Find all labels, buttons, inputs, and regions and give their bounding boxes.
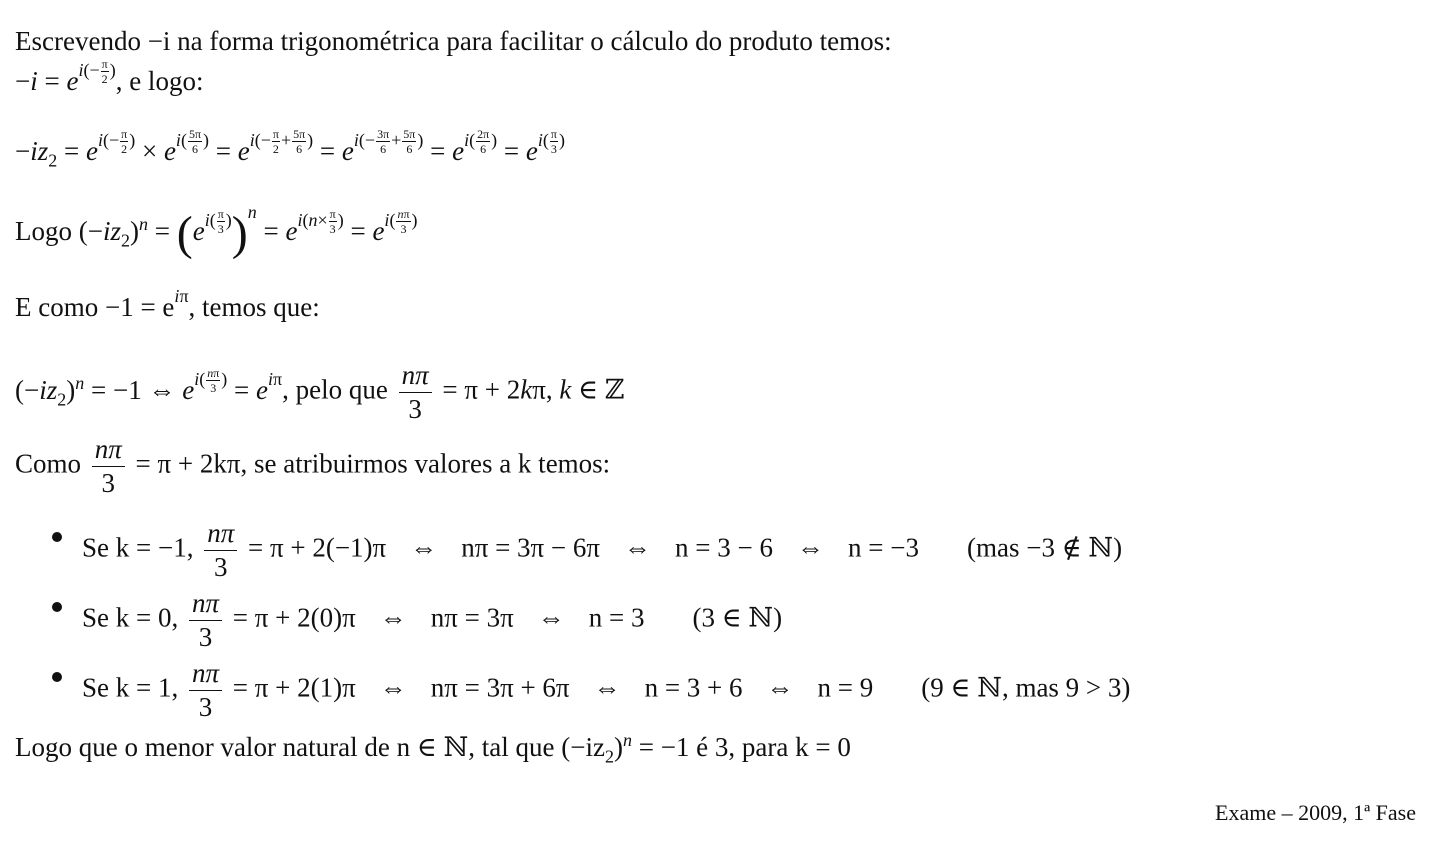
case-k-1: Se k = 1, $\frac{n\pi}{3}$ = π + 2(1)π ⇔ nπ = 3π + 6π ⇔ n = 3 + 6 ⇔ n = 9 (9 ∈ ℕ, mas 9 > 3) [82,658,1131,722]
line-text: = −1 é 3, para k = 0 [631,732,851,762]
math-expression: $(-iz_2)^n = -1$ ⇔ $e^{i( \frac{n\pi}{3} )} = e^{i\pi}$ [15,366,283,410]
line-text: , e logo: [115,66,204,96]
case-step: n = 3 [588,602,645,633]
fraction: $\frac{n\pi}{3}$ [399,362,432,423]
minus-one-line [15,286,320,327]
line-text: E como −1 = e [15,292,175,322]
case-rhs: = π + 2(0)π [232,602,356,633]
math-expression: $(-iz_2)^n = (e^{i( \frac{\pi}{3} )})^n = e^{i(n\times \frac{\pi}{3} )} = e^{i( \frac{n\pi}{3} )}$ [78,202,418,260]
como-line [15,436,610,497]
bullet-dot [52,672,62,682]
case-rhs: = π + 2(−1)π [248,532,387,563]
case-step: n = 3 − 6 [675,532,774,563]
case-step: n = 3 + 6 [644,672,743,703]
math-expression: $-iz_2 = e^{i(- \frac{\pi}{2} )} \times e^{i( \frac{5\pi}{6} )} = e^{i(- \frac{\pi}{2} + \frac{5\pi}{6} )} = e^{i(- \frac{3\pi}{6} + \frac{5\pi}{6} )} = e^{i( \frac{2\pi}{6} )} = e^{i( \frac{\pi}{3} )}$ [15,127,565,171]
case-k-minus-1: Se k = −1, $\frac{n\pi}{3}$ = π + 2(−1)π ⇔ nπ = 3π − 6π ⇔ n = 3 − 6 ⇔ n = −3 (mas −3 ∉ ℕ) [82,518,1123,582]
line-text: , pelo que [282,374,388,405]
bullet-dot [52,602,62,612]
case-k-0: Se k = 0, $\frac{n\pi}{3}$ = π + 2(0)π ⇔ nπ = 3π ⇔ n = 3 (3 ∈ ℕ) [82,588,783,652]
case-step: nπ = 3π − 6π [461,532,601,563]
conclusion-line: Logo que o menor valor natural de n ∈ ℕ, tal que $(-iz_2)^n = -1$ é 3, para k = 0 [15,730,851,767]
line-text: Como [15,448,82,479]
line-text: Logo [15,216,72,246]
product-computation-line [15,127,565,171]
case-label: Se k = −1, [82,532,194,563]
minus-i-exponential-line [15,57,204,101]
case-step: nπ = 3π [430,602,514,633]
case-step: n = −3 [848,532,919,563]
case-note: (3 ∈ ℕ) [692,602,783,633]
line-text: , temos que: [188,292,320,322]
case-rhs: = π + 2(1)π [232,672,356,703]
power-line [15,202,418,260]
line-text: = π + 2kπ, se atribuirmos valores a k temos: [135,448,611,479]
math-expression: = π + 2kπ, k ∈ ℤ [442,374,625,405]
exam-source: Exame – 2009, 1ª Fase [1215,800,1416,825]
line-text: ) [613,732,623,762]
line-text: Logo que o menor valor natural de n ∈ ℕ, tal que (−iz [15,732,605,762]
fraction: $\frac{n\pi}{3}$ [204,520,237,581]
case-note: (9 ∈ ℕ, mas 9 > 3) [921,672,1131,703]
fraction: $\frac{n\pi}{3}$ [92,436,125,497]
case-step: n = 9 [817,672,874,703]
case-label: Se k = 1, [82,672,179,703]
bullet-dot [52,532,62,542]
case-note: (mas −3 ∉ ℕ) [966,532,1123,563]
case-step: nπ = 3π + 6π [430,672,570,703]
math-expression: $-i = e^{i(- \frac{\pi}{2} )}$ [15,57,116,96]
intro-line: Escrevendo −i na forma trigonométrica para facilitar o cálculo do produto temos: [15,26,892,56]
fraction: $\frac{n\pi}{3}$ [189,660,222,721]
math-exponent: iπ [174,286,189,306]
case-label: Se k = 0, [82,602,179,633]
fraction: $\frac{n\pi}{3}$ [189,590,222,651]
equation-line [15,362,625,423]
